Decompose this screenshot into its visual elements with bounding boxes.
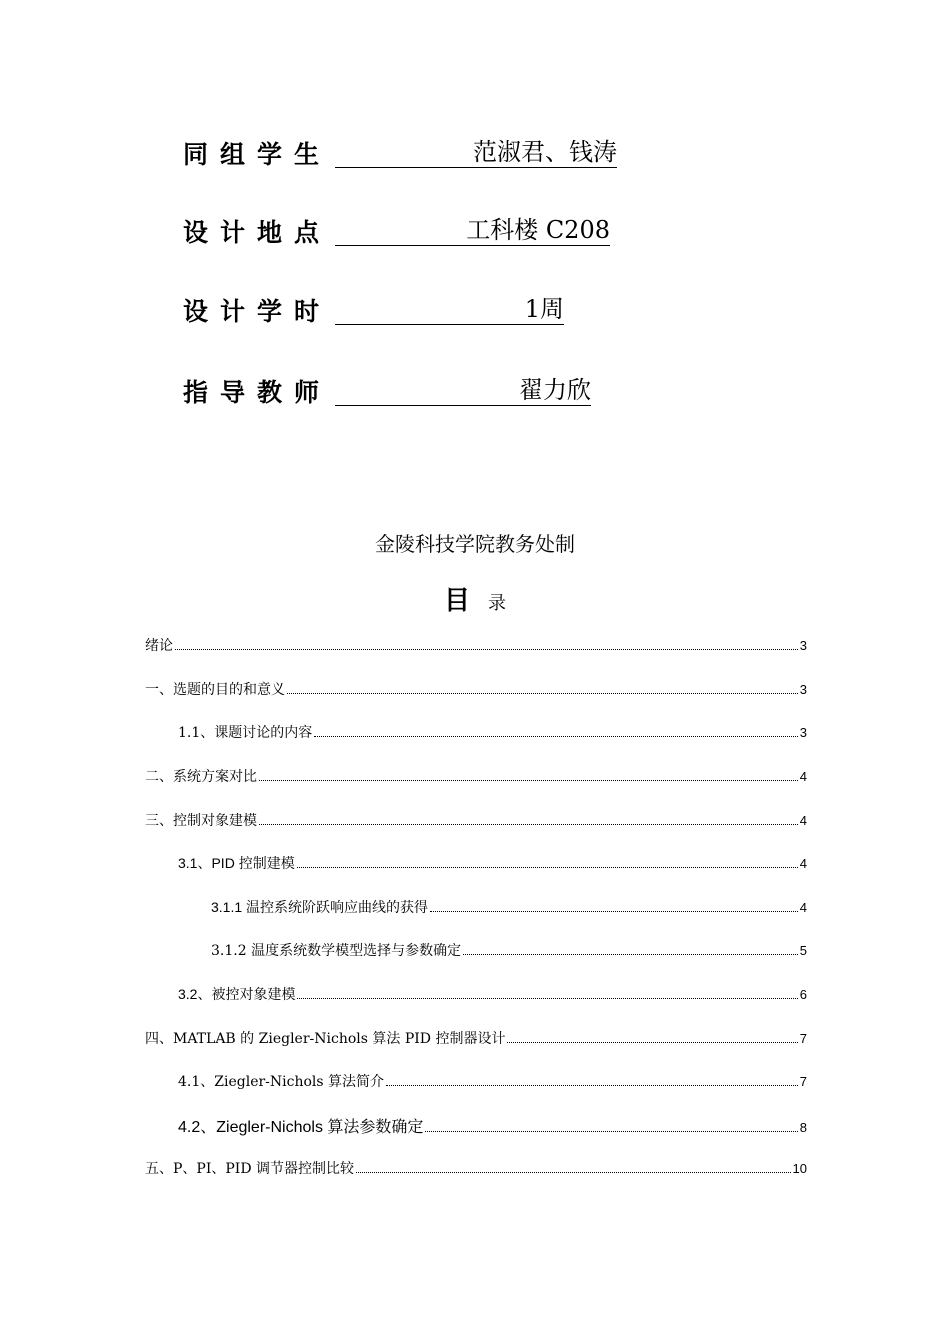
toc-leader xyxy=(259,780,798,781)
toc-entry-page: 7 xyxy=(799,1031,807,1046)
info-label: 设计地点 xyxy=(183,218,332,247)
info-label: 同组学生 xyxy=(183,140,332,169)
toc-entry-page: 3 xyxy=(799,682,807,697)
toc-entry-text: 一、选题的目的和意义 xyxy=(145,682,285,698)
info-row-group-students xyxy=(183,128,617,172)
toc-leader xyxy=(463,954,798,955)
toc-entry-page: 4 xyxy=(799,769,807,784)
toc-entry-text: 3.1、PID 控制建模 xyxy=(178,855,295,871)
toc-leader xyxy=(297,998,797,999)
toc-entry[interactable] xyxy=(178,1071,807,1093)
toc-entry-page: 3 xyxy=(799,725,807,740)
toc-leader xyxy=(356,1172,791,1173)
toc-entry[interactable] xyxy=(145,810,807,832)
toc-entry-text: 二、系统方案对比 xyxy=(145,769,257,785)
toc-title-rest: 录 xyxy=(488,593,506,614)
toc-entry-page: 10 xyxy=(792,1161,807,1176)
toc-entry-text: 1.1、课题讨论的内容 xyxy=(178,725,313,741)
toc-leader xyxy=(430,911,798,912)
toc-entry-text: 五、P、PI、PID 调节器控制比较 xyxy=(145,1161,354,1177)
info-row-design-hours xyxy=(183,285,564,329)
toc-entry-page: 4 xyxy=(799,856,807,871)
toc-entry[interactable] xyxy=(178,984,807,1006)
info-label: 设计学时 xyxy=(183,297,332,326)
toc-leader xyxy=(259,824,798,825)
toc-entry-text: 4.2、Ziegler-Nichols 算法参数确定 xyxy=(178,1119,424,1136)
toc-entry[interactable] xyxy=(145,1028,807,1050)
info-value: 范淑君、钱涛 xyxy=(335,137,617,168)
toc-entry-page: 4 xyxy=(799,900,807,915)
toc-title-main: 目 xyxy=(443,586,470,616)
toc-entry-text: 3.2、被控对象建模 xyxy=(178,986,296,1002)
info-row-instructor xyxy=(183,366,591,410)
toc-entry[interactable] xyxy=(211,940,807,962)
toc-entry[interactable] xyxy=(145,1158,807,1180)
toc-entry-text: 绪论 xyxy=(145,638,173,654)
toc-entry[interactable] xyxy=(145,635,807,657)
toc-leader xyxy=(507,1042,797,1043)
toc-entry-text: 3.1.1 温控系统阶跃响应曲线的获得 xyxy=(211,899,429,915)
toc-entry[interactable] xyxy=(145,679,807,701)
info-value: 工科楼 C208 xyxy=(335,215,610,246)
toc-entry-page: 7 xyxy=(799,1074,807,1089)
toc-leader xyxy=(314,736,798,737)
toc-entry-page: 3 xyxy=(799,638,807,653)
toc-leader xyxy=(425,1131,797,1132)
toc-title xyxy=(0,580,950,617)
toc-leader xyxy=(297,867,798,868)
toc-entry-page: 5 xyxy=(799,943,807,958)
toc-entry[interactable] xyxy=(211,897,807,919)
toc-entry[interactable] xyxy=(178,1114,807,1136)
info-label: 指导教师 xyxy=(183,378,332,407)
toc-entry-page: 6 xyxy=(799,987,807,1002)
toc-entry[interactable] xyxy=(178,853,807,875)
toc-entry-text: 4.1、Ziegler-Nichols 算法简介 xyxy=(178,1074,385,1090)
info-value: 1周 xyxy=(335,294,564,325)
info-value: 翟力欣 xyxy=(335,375,591,406)
info-row-design-location xyxy=(183,206,610,250)
toc-entry-text: 三、控制对象建模 xyxy=(145,813,257,829)
toc-entry-text: 3.1.2 温度系统数学模型选择与参数确定 xyxy=(211,943,462,959)
toc-entry[interactable] xyxy=(178,722,807,744)
toc-entry-page: 4 xyxy=(799,813,807,828)
toc-entry[interactable] xyxy=(145,766,807,788)
toc-entry-page: 8 xyxy=(799,1120,807,1135)
toc-entry-text: 四、MATLAB 的 Ziegler-Nichols 算法 PID 控制器设计 xyxy=(145,1031,506,1047)
toc-leader xyxy=(287,693,798,694)
toc-leader xyxy=(386,1085,798,1086)
toc-leader xyxy=(175,649,798,650)
issuer-text: 金陵科技学院教务处制 xyxy=(375,532,575,556)
